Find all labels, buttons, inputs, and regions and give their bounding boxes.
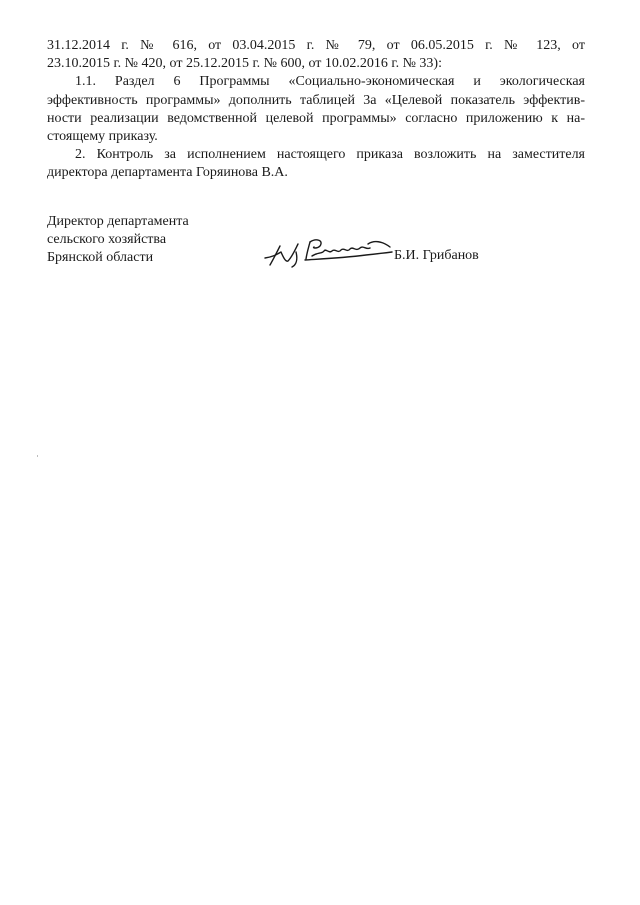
body-line-1: 31.12.2014 г. № 616, от 03.04.2015 г. № 79, от 06.05.2015 г. № 123, от xyxy=(47,38,585,53)
item-2-line-2: директора департамента Горяинова В.А. xyxy=(47,165,288,181)
signatory-position-line-1: Директор департамента xyxy=(47,214,189,229)
handwritten-signature xyxy=(262,232,402,270)
signatory-title xyxy=(47,213,189,267)
item-2-line-1: 2. Контроль за исполнением настоящего приказа возложить на заместителя xyxy=(75,147,585,163)
body-line-2: 23.10.2015 г. № 420, от 25.12.2015 г. № 600, от 10.02.2016 г. № 33): xyxy=(47,56,442,72)
item-1-1-line-4: стоящему приказу. xyxy=(47,128,158,144)
scan-speck xyxy=(37,455,38,457)
item-1-1-line-2: эффективность программы» дополнить таблицей 3а «Целевой показатель эффектив- xyxy=(47,92,585,108)
signatory-position-line-2: сельского хозяйства xyxy=(47,232,167,247)
item-1-1-line-1: 1.1. Раздел 6 Программы «Социально-экономическая и экологическая xyxy=(75,74,585,90)
signer-name: Б.И. Грибанов xyxy=(394,248,479,263)
item-1-1-line-3: ности реализации ведомственной целевой программы» согласно приложению к на- xyxy=(47,110,585,126)
signatory-position-line-3: Брянской области xyxy=(47,250,154,265)
document-body xyxy=(47,37,585,183)
